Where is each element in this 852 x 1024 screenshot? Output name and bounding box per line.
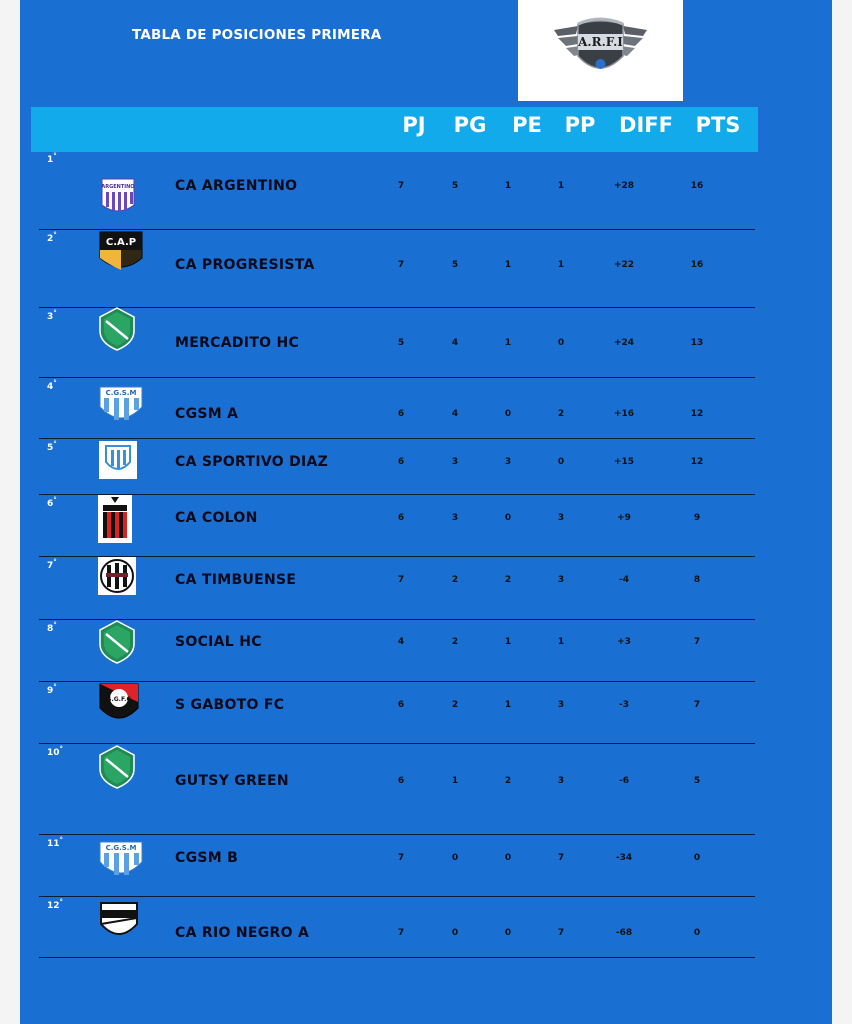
- rank-label: 9°: [47, 683, 57, 696]
- stat-diff: +28: [613, 181, 635, 191]
- team-name: CA COLON: [175, 510, 258, 526]
- row-separator: [39, 556, 755, 557]
- stat-pg: 0: [451, 853, 459, 863]
- stat-diff: -6: [619, 776, 629, 786]
- rank-number: 5: [47, 443, 54, 453]
- stat-pj: 7: [397, 928, 405, 938]
- team-name: CGSM B: [175, 850, 239, 866]
- stat-pe: 1: [504, 338, 512, 348]
- rank-number: 12: [47, 901, 60, 911]
- team-crest-icon: [98, 495, 138, 535]
- team-crest-icon: [98, 682, 138, 722]
- stat-pp: 3: [557, 575, 565, 585]
- row-separator: [39, 377, 755, 378]
- stat-pj: 6: [397, 457, 405, 467]
- stat-pj: 7: [397, 260, 405, 270]
- rank-label: 8°: [47, 621, 57, 634]
- column-header-pp: PP: [564, 113, 596, 137]
- stat-pp: 2: [557, 409, 565, 419]
- stat-pe: 0: [504, 853, 512, 863]
- stat-pg: 5: [451, 181, 459, 191]
- team-name: CA PROGRESISTA: [175, 257, 315, 273]
- rank-label: 12°: [47, 898, 64, 911]
- rank-label: 7°: [47, 558, 57, 571]
- rank-label: 11°: [47, 836, 64, 849]
- stat-pe: 1: [504, 260, 512, 270]
- team-crest-icon: [98, 838, 138, 878]
- svg-text:C.G.S.M: C.G.S.M: [105, 844, 137, 852]
- rank-number: 6: [47, 499, 54, 509]
- team-name: S GABOTO FC: [175, 697, 285, 713]
- row-separator: [39, 494, 755, 495]
- stat-pe: 1: [504, 637, 512, 647]
- stat-pp: 1: [557, 637, 565, 647]
- rank-number: 4: [47, 382, 54, 392]
- svg-text:C.A.P: C.A.P: [105, 237, 137, 248]
- stat-pg: 4: [451, 338, 459, 348]
- stat-pp: 0: [557, 338, 565, 348]
- stat-pp: 0: [557, 457, 565, 467]
- stat-pts: 5: [693, 776, 701, 786]
- stat-pts: 13: [690, 338, 704, 348]
- team-name: CA TIMBUENSE: [175, 572, 297, 588]
- rank-number: 1: [47, 155, 54, 165]
- rank-number: 9: [47, 686, 54, 696]
- stat-pe: 1: [504, 181, 512, 191]
- stat-diff: -68: [615, 928, 633, 938]
- stat-pp: 7: [557, 853, 565, 863]
- svg-text:C.G.S.M: C.G.S.M: [105, 389, 137, 397]
- stat-pe: 1: [504, 700, 512, 710]
- rank-number: 8: [47, 624, 54, 634]
- stat-diff: -34: [615, 853, 633, 863]
- team-crest-icon: [98, 230, 138, 270]
- team-name: GUTSY GREEN: [175, 773, 289, 789]
- row-separator: [39, 307, 755, 308]
- stat-pp: 3: [557, 776, 565, 786]
- team-crest-icon: [98, 440, 138, 480]
- stat-diff: +15: [613, 457, 635, 467]
- stat-pj: 4: [397, 637, 405, 647]
- rank-number: 10: [47, 748, 60, 758]
- stat-pe: 0: [504, 513, 512, 523]
- stat-pj: 5: [397, 338, 405, 348]
- stat-pg: 3: [451, 513, 459, 523]
- stat-pg: 3: [451, 457, 459, 467]
- team-crest-icon: [98, 307, 138, 347]
- row-separator: [39, 957, 755, 958]
- stat-diff: +24: [613, 338, 635, 348]
- stat-pj: 6: [397, 776, 405, 786]
- team-crest-icon: [98, 177, 138, 217]
- team-crest-icon: [98, 620, 138, 660]
- stat-pj: 7: [397, 575, 405, 585]
- stat-pg: 5: [451, 260, 459, 270]
- stat-pts: 8: [693, 575, 701, 585]
- stat-pg: 2: [451, 637, 459, 647]
- team-name: CA SPORTIVO DIAZ: [175, 454, 329, 470]
- team-crest-icon: [98, 557, 138, 597]
- row-separator: [39, 743, 755, 744]
- column-header-pts: PTS: [695, 113, 741, 137]
- row-separator: [39, 229, 755, 230]
- league-logo: [518, 0, 683, 101]
- stat-pe: 0: [504, 928, 512, 938]
- column-header-pj: PJ: [402, 113, 426, 137]
- team-crest-icon: [98, 900, 138, 940]
- stat-diff: +9: [617, 513, 631, 523]
- rank-label: 10°: [47, 745, 64, 758]
- rank-label: 5°: [47, 440, 57, 453]
- rank-label: 3°: [47, 309, 57, 322]
- stat-pts: 0: [693, 928, 701, 938]
- stat-diff: +3: [617, 637, 631, 647]
- logo-text: A.R.F.I: [578, 35, 623, 49]
- rank-number: 11: [47, 839, 60, 849]
- svg-text:S.G.F.C: S.G.F.C: [107, 696, 131, 703]
- row-separator: [39, 619, 755, 620]
- row-separator: [39, 834, 755, 835]
- stat-pj: 7: [397, 181, 405, 191]
- stat-pe: 2: [504, 575, 512, 585]
- stat-pe: 0: [504, 409, 512, 419]
- column-header-pg: PG: [453, 113, 487, 137]
- stat-pg: 0: [451, 928, 459, 938]
- stat-pts: 12: [690, 457, 704, 467]
- stat-pj: 6: [397, 700, 405, 710]
- stat-pj: 7: [397, 853, 405, 863]
- stat-pp: 1: [557, 260, 565, 270]
- stat-diff: +16: [613, 409, 635, 419]
- team-name: MERCADITO HC: [175, 335, 300, 351]
- stat-pg: 1: [451, 776, 459, 786]
- rank-number: 2: [47, 234, 54, 244]
- rank-label: 1°: [47, 152, 57, 165]
- team-crest-icon: [98, 745, 138, 785]
- stat-pe: 3: [504, 457, 512, 467]
- stat-diff: +22: [613, 260, 635, 270]
- stat-pp: 3: [557, 700, 565, 710]
- stat-pts: 9: [693, 513, 701, 523]
- stat-pts: 7: [693, 637, 701, 647]
- stat-pp: 3: [557, 513, 565, 523]
- stat-diff: -4: [619, 575, 629, 585]
- row-separator: [39, 438, 755, 439]
- stat-pj: 6: [397, 513, 405, 523]
- team-crest-icon: [98, 383, 138, 423]
- stat-pts: 16: [690, 181, 704, 191]
- rank-label: 4°: [47, 379, 57, 392]
- stat-pts: 0: [693, 853, 701, 863]
- team-name: SOCIAL HC: [175, 634, 262, 650]
- stat-pts: 12: [690, 409, 704, 419]
- row-separator: [39, 896, 755, 897]
- team-name: CGSM A: [175, 406, 239, 422]
- stat-pj: 6: [397, 409, 405, 419]
- stat-pg: 2: [451, 700, 459, 710]
- team-name: CA RIO NEGRO A: [175, 925, 310, 941]
- page-title: TABLA DE POSICIONES PRIMERA: [132, 27, 382, 43]
- stat-diff: -3: [619, 700, 629, 710]
- team-name: CA ARGENTINO: [175, 178, 298, 194]
- column-header-pe: PE: [512, 113, 542, 137]
- row-separator: [39, 681, 755, 682]
- stat-pp: 1: [557, 181, 565, 191]
- rank-number: 3: [47, 312, 54, 322]
- column-header-diff: DIFF: [619, 113, 673, 137]
- stat-pg: 4: [451, 409, 459, 419]
- svg-text:ARGENTINO: ARGENTINO: [101, 184, 135, 190]
- rank-label: 6°: [47, 496, 57, 509]
- rank-label: 2°: [47, 231, 57, 244]
- stat-pts: 7: [693, 700, 701, 710]
- rank-number: 7: [47, 561, 54, 571]
- stat-pe: 2: [504, 776, 512, 786]
- stat-pts: 16: [690, 260, 704, 270]
- stat-pg: 2: [451, 575, 459, 585]
- stat-pp: 7: [557, 928, 565, 938]
